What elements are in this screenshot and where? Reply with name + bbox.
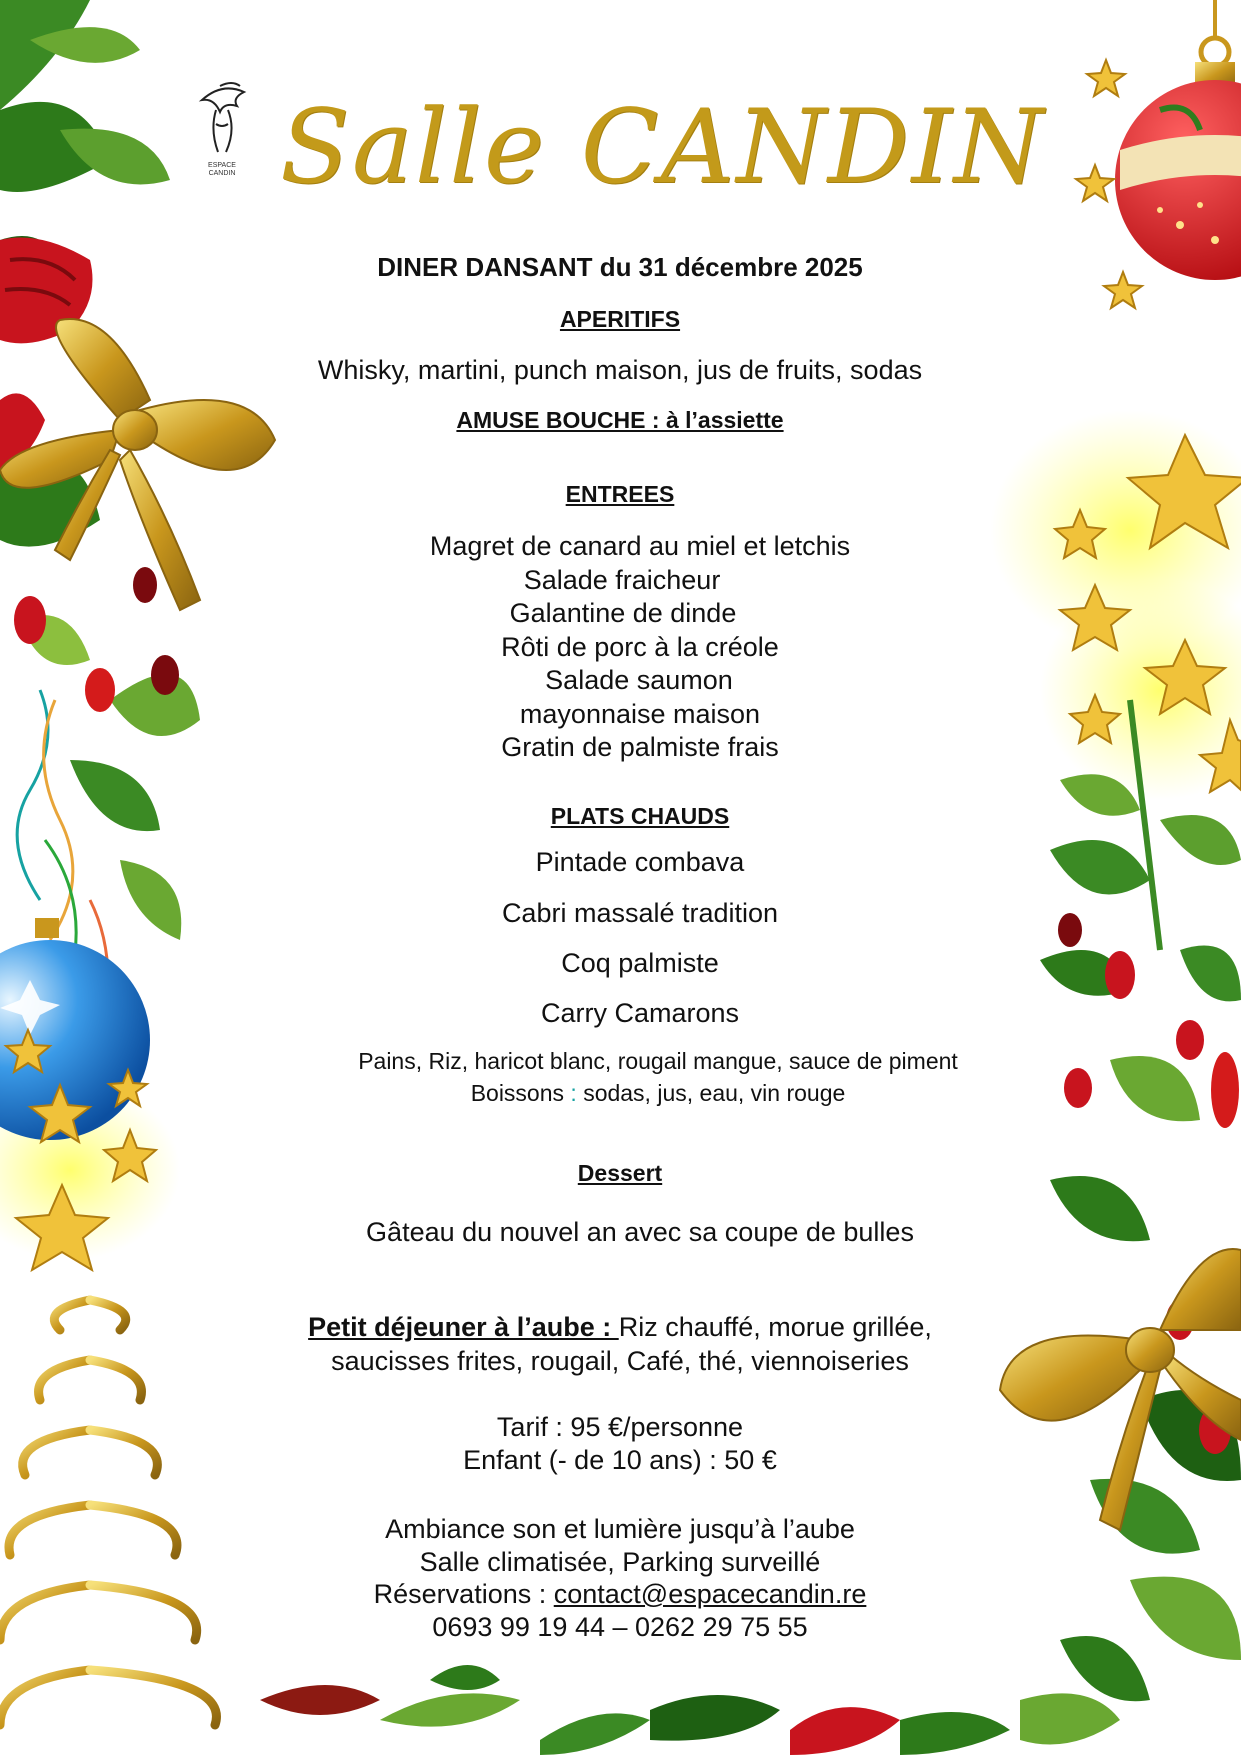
drinks-label: Boissons	[470, 1080, 565, 1106]
entrees-heading: ENTREES	[565, 481, 675, 507]
red-ornament	[1115, 0, 1241, 280]
amuse-bouche-heading: AMUSE BOUCHE : à l’assiette	[456, 407, 784, 433]
aperitifs-heading: APERITIFS	[559, 306, 681, 332]
drinks-text: sodas, jus, eau, vin rouge	[583, 1080, 846, 1106]
entrees-list	[340, 530, 940, 765]
list-item: Gratin de palmiste frais	[501, 732, 779, 762]
dessert-text: Gâteau du nouvel an avec sa coupe de bulles	[366, 1217, 914, 1247]
aperitifs-text: Whisky, martini, punch maison, jus de fruits, sodas	[317, 355, 923, 385]
list-item: Cabri massalé tradition	[501, 898, 779, 928]
reservations-label: Réservations :	[373, 1579, 554, 1609]
list-item: Carry Camarons	[540, 998, 740, 1028]
drinks-line	[360, 1080, 956, 1107]
list-item: Pintade combava	[535, 847, 745, 877]
price-child: Enfant (- de 10 ans) : 50 €	[463, 1445, 777, 1475]
dessert-heading: Dessert	[577, 1160, 663, 1186]
list-item: Coq palmiste	[561, 948, 719, 978]
price-adult: Tarif : 95 €/personne	[496, 1412, 744, 1442]
list-item: Galantine de dinde	[509, 598, 737, 628]
page-title: Salle CANDIN	[280, 88, 1045, 207]
list-item: mayonnaise maison	[519, 698, 761, 729]
logo-figure-icon	[192, 80, 252, 162]
breakfast-label: Petit déjeuner à l’aube :	[308, 1312, 619, 1342]
gold-bow-left	[0, 319, 275, 610]
amenities-text: Salle climatisée, Parking surveillé	[419, 1546, 821, 1577]
list-item: Magret de canard au miel et letchis	[429, 531, 851, 561]
breakfast-line1	[230, 1312, 1010, 1343]
espace-candin-logo	[192, 80, 252, 180]
ambiance-text: Ambiance son et lumière jusqu’à l’aube	[385, 1514, 855, 1544]
drinks-separator: :	[570, 1080, 577, 1106]
breakfast-text1: Riz chauffé, morue grillée,	[618, 1312, 932, 1342]
logo-text-line1: ESPACE	[208, 162, 236, 169]
reservations-line	[270, 1578, 970, 1611]
list-item: Salade saumon	[545, 665, 733, 695]
gold-tree	[0, 1275, 216, 1755]
list-item: Rôti de porc à la créole	[501, 631, 779, 662]
bottom-leaves	[260, 1665, 1120, 1755]
event-info	[270, 1513, 970, 1643]
sides-text: Pains, Riz, haricot blanc, rougail mangue, sauce de piment	[358, 1048, 958, 1074]
logo-text-line2: CANDIN	[208, 170, 236, 177]
breakfast-line2: saucisses frites, rougail, Café, thé, viennoiseries	[331, 1346, 909, 1376]
list-item: Salade fraicheur	[523, 564, 721, 595]
phone-numbers: 0693 99 19 44 – 0262 29 75 55	[432, 1611, 808, 1642]
email-link[interactable]: contact@espacecandin.re	[553, 1579, 867, 1609]
plats-chauds-heading: PLATS CHAUDS	[550, 803, 730, 829]
right-leaves	[1040, 700, 1241, 1701]
event-subtitle: DINER DANSANT du 31 décembre 2025	[377, 252, 863, 282]
gold-bow-right	[1000, 1249, 1241, 1530]
